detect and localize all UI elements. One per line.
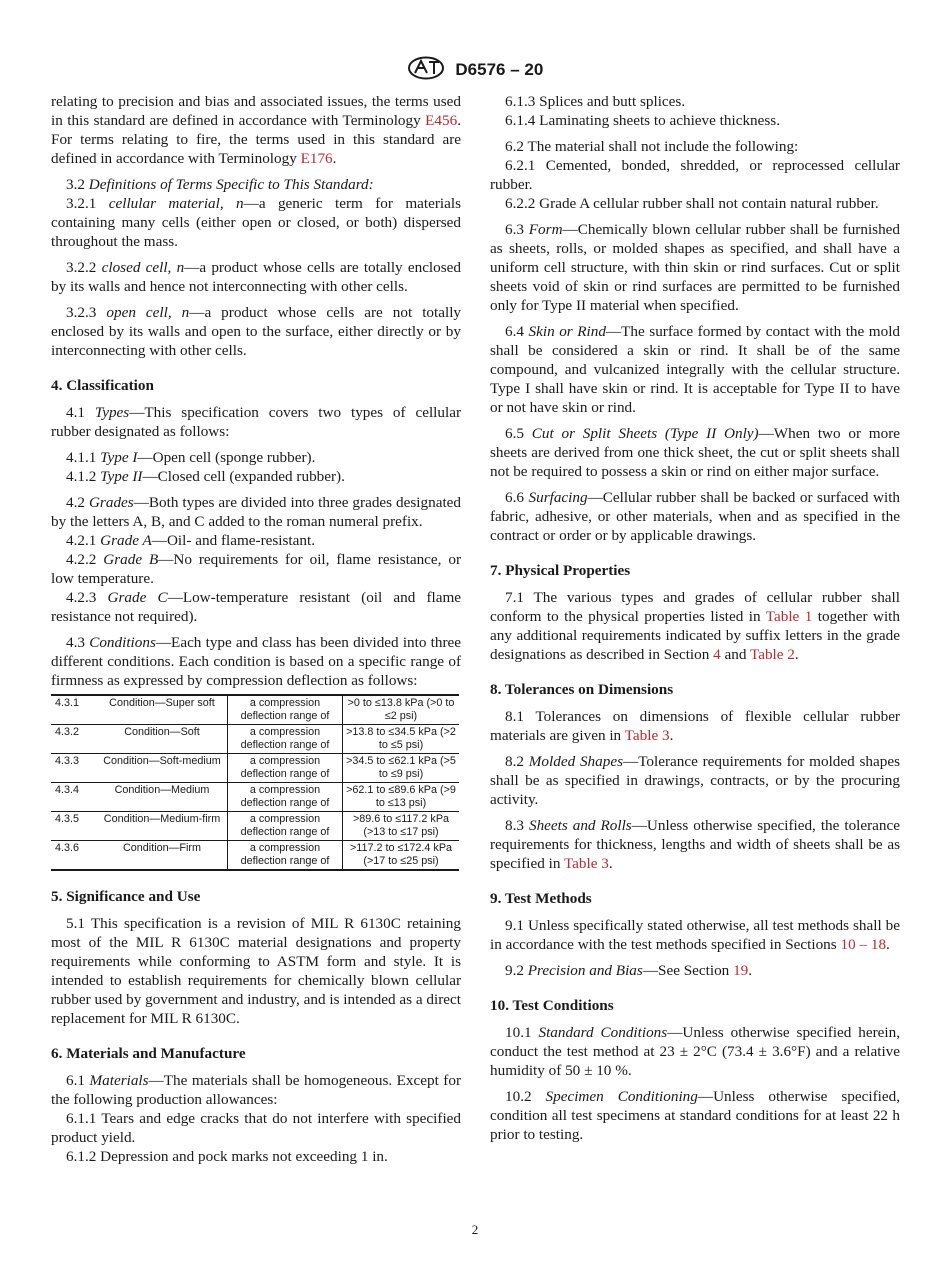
cross-reference-link[interactable]: 4 — [713, 646, 721, 663]
table-row — [51, 695, 459, 725]
paragraph-4-1: 4.1 Types—This specification covers two types of cellular rubber designated as follows: — [51, 404, 462, 440]
text-segment: 8.3 — [505, 817, 529, 834]
text-segment: 7.1 The various types and grades of cellular rubber shall conform to the physical properties listed in — [490, 589, 900, 625]
text-segment: together with any additional requirements indicated by suffix letters in the grade designations as described in Section — [490, 608, 900, 663]
condition-number: 4.3.4 — [51, 783, 97, 812]
paragraph-6-1-4: 6.1.4 Laminating sheets to achieve thickness. — [505, 112, 780, 129]
text-segment: . — [886, 936, 890, 953]
paragraph-6-5: 6.5 Cut or Split Sheets (Type II Only)—When two or more sheets are derived from one thick sheet, the cut or split sheets shall not be required to possess a skin or rind on either major surface. — [490, 425, 900, 480]
text-segment: relating to precision and bias and associated issues, the terms used in this standard are defined in accordance with Terminology — [51, 93, 461, 129]
cross-reference-link[interactable]: Table 3 — [624, 727, 670, 744]
condition-name: Condition—Medium-firm — [97, 812, 228, 841]
condition-range: >62.1 to ≤89.6 kPa (>9 to ≤13 psi) — [343, 783, 460, 812]
condition-number: 4.3.6 — [51, 841, 97, 871]
italic-term: Precision and Bias — [527, 962, 643, 979]
paragraph-4-2-3: 4.2.3 Grade C—Low-temperature resistant (oil and flame resistance not required). — [51, 589, 462, 625]
conditions-table-body — [51, 695, 459, 870]
condition-range: >117.2 to ≤172.4 kPa (>17 to ≤25 psi) — [343, 841, 460, 871]
paragraph-4-2-2: 4.2.2 Grade B—No requirements for oil, flame resistance, or low temperature. — [51, 551, 461, 587]
text-segment: . — [669, 727, 674, 744]
section-5-heading: 5. Significance and Use — [51, 888, 201, 905]
condition-name: Condition—Soft — [97, 725, 228, 754]
paragraph-7-1 — [490, 588, 900, 664]
paragraph-6-1-1: 6.1.1 Tears and edge cracks that do not interfere with specified product yield. — [51, 1110, 461, 1146]
paragraph-8-3 — [490, 816, 900, 873]
text-segment: . For terms relating to fire, the terms used in this standard are defined in accordance with Terminology — [51, 112, 461, 167]
text-segment: and — [720, 646, 750, 663]
paragraph-3-1-cont — [51, 92, 461, 168]
cross-reference-link[interactable]: Table 2 — [749, 646, 795, 663]
page-number: 2 — [471, 1222, 479, 1237]
text-segment: 9.2 — [505, 962, 528, 979]
paragraph-4-3: 4.3 Conditions—Each type and class has been divided into three different conditions. Each condition is based on a specific range of firmness as expressed by compression deflection as follows: — [51, 634, 462, 689]
condition-deflection: a compression deflection range of — [228, 754, 343, 783]
section-8-heading: 8. Tolerances on Dimensions — [490, 681, 674, 698]
table-row — [51, 812, 459, 841]
condition-range: >34.5 to ≤62.1 kPa (>5 to ≤9 psi) — [343, 754, 460, 783]
italic-term: Sheets and Rolls — [528, 817, 632, 834]
paragraph-6-4: 6.4 Skin or Rind—The surface formed by contact with the mold shall be considered a skin or rind. It shall be of the same compound, and vulcanized integrally with the cellular structure. Type I shall have skin or rind. It is acceptable for Type II to have or not have skin or rind. — [490, 323, 901, 416]
paragraph-10-1: 10.1 Standard Conditions—Unless otherwise specified herein, conduct the test method at 23 ± 2°C (73.4 ± 3.6°F) and a relative humidity of 50 ± 10 %. — [490, 1024, 901, 1079]
paragraph-4-1-1: 4.1.1 Type I—Open cell (sponge rubber). — [66, 449, 316, 466]
paragraph-6-2-2: 6.2.2 Grade A cellular rubber shall not contain natural rubber. — [505, 195, 879, 212]
paragraph-4-2-1: 4.2.1 Grade A—Oil- and flame-resistant. — [66, 532, 315, 549]
cross-reference-link[interactable]: E176 — [300, 150, 333, 167]
text-segment: 9.1 Unless specifically stated otherwise, all test methods shall be in accordance with the test methods specified in Sections — [490, 917, 900, 953]
paragraph-8-1 — [490, 707, 900, 745]
standard-designation: D6576 – 20 — [455, 59, 544, 79]
paragraph-9-2 — [490, 961, 900, 980]
table-row — [51, 841, 459, 871]
paragraph-4-1-2: 4.1.2 Type II—Closed cell (expanded rubber). — [66, 468, 345, 485]
cross-reference-link[interactable]: Table 3 — [563, 855, 609, 872]
condition-name: Condition—Soft-medium — [97, 754, 228, 783]
paragraph-6-2: 6.2 The material shall not include the following: — [505, 138, 799, 155]
astm-logo-icon — [407, 56, 445, 85]
paragraph-8-2: 8.2 Molded Shapes—Tolerance requirements for molded shapes shall be as specified in drawings, contracts, or by the procuring activity. — [490, 753, 901, 808]
text-segment: . — [794, 646, 799, 663]
text-segment: . — [608, 855, 613, 872]
paragraph-6-2-1: 6.2.1 Cemented, bonded, shredded, or reprocessed cellular rubber. — [490, 157, 900, 193]
paragraph-3-2-3: 3.2.3 open cell, n—a product whose cells are not totally enclosed by its walls and open to the surface, either directly or by interconnecting with other cells. — [51, 304, 462, 359]
section-4-heading: 4. Classification — [51, 377, 154, 394]
paragraph-6-1: 6.1 Materials—The materials shall be homogeneous. Except for the following production allowances: — [51, 1072, 462, 1108]
paragraph-3-2-2: 3.2.2 closed cell, n—a product whose cells are totally enclosed by its walls and hence not interconnecting with other cells. — [51, 259, 461, 295]
page-header — [0, 56, 950, 85]
paragraph-4-2: 4.2 Grades—Both types are divided into three grades designated by the letters A, B, and C added to the roman numeral prefix. — [51, 494, 461, 530]
text-segment: . — [748, 962, 753, 979]
condition-name: Condition—Firm — [97, 841, 228, 871]
paragraph-3-2-1: 3.2.1 cellular material, n—a generic term for materials containing many cells (either open or closed, or both) dispersed throughout the mass. — [51, 195, 461, 250]
section-9-heading: 9. Test Methods — [490, 890, 592, 907]
paragraph-3-2: 3.2 Definitions of Terms Specific to This Standard: — [66, 176, 374, 193]
cross-reference-link[interactable]: 10 – 18 — [840, 936, 887, 953]
cross-reference-link[interactable]: Table 1 — [765, 608, 813, 625]
left-column — [51, 92, 461, 1166]
table-row — [51, 783, 459, 812]
paragraph-6-3: 6.3 Form—Chemically blown cellular rubber shall be furnished as sheets, rolls, or molded shapes as specified, and shall have a uniform cell structure, with thin skin or rind surfaces. Cut or split sheets void of skin or rind surfaces are permitted to be furnished only for Type II material when specified. — [490, 221, 901, 314]
condition-number: 4.3.5 — [51, 812, 97, 841]
table-row — [51, 725, 459, 754]
condition-range: >13.8 to ≤34.5 kPa (>2 to ≤5 psi) — [343, 725, 460, 754]
table-row — [51, 754, 459, 783]
paragraph-5-1: 5.1 This specification is a revision of MIL R 6130C retaining most of the MIL R 6130C material designations and property requirements while conforming to ASTM form and style. It is intended to establish requirements for chemically blown cellular rubber used by government and industry, and is intended as a direct replacement for MIL R 6130C. — [51, 915, 461, 1027]
text-segment: —See Section — [642, 962, 734, 979]
right-column — [490, 92, 900, 1151]
paragraph-6-1-3: 6.1.3 Splices and butt splices. — [505, 93, 686, 110]
condition-name: Condition—Super soft — [97, 695, 228, 725]
condition-number: 4.3.3 — [51, 754, 97, 783]
paragraph-6-6: 6.6 Surfacing—Cellular rubber shall be backed or surfaced with fabric, adhesive, or other materials, when and as specified in the contract or order or by applicable drawings. — [490, 489, 901, 544]
section-6-heading: 6. Materials and Manufacture — [51, 1045, 246, 1062]
conditions-table — [51, 694, 459, 871]
condition-range: >89.6 to ≤117.2 kPa (>13 to ≤17 psi) — [343, 812, 460, 841]
condition-deflection: a compression deflection range of — [228, 695, 343, 725]
condition-deflection: a compression deflection range of — [228, 783, 343, 812]
text-segment: . — [332, 150, 337, 167]
condition-name: Condition—Medium — [97, 783, 228, 812]
condition-range: >0 to ≤13.8 kPa (>0 to ≤2 psi) — [343, 695, 460, 725]
paragraph-6-1-2: 6.1.2 Depression and pock marks not exceeding 1 in. — [66, 1148, 388, 1165]
cross-reference-link[interactable]: E456 — [425, 112, 458, 129]
condition-deflection: a compression deflection range of — [228, 725, 343, 754]
condition-number: 4.3.1 — [51, 695, 97, 725]
section-7-heading: 7. Physical Properties — [490, 562, 631, 579]
cross-reference-link[interactable]: 19 — [733, 962, 749, 979]
section-10-heading: 10. Test Conditions — [490, 997, 614, 1014]
text-segment: 8.1 Tolerances on dimensions of flexible cellular rubber materials are given in — [490, 708, 900, 744]
paragraph-9-1 — [490, 916, 900, 954]
condition-deflection: a compression deflection range of — [228, 812, 343, 841]
condition-number: 4.3.2 — [51, 725, 97, 754]
condition-deflection: a compression deflection range of — [228, 841, 343, 871]
text-segment: —Unless otherwise specified, the tolerance requirements for thickness, lengths and width of sheets shall be as specified in — [490, 817, 900, 872]
paragraph-10-2: 10.2 Specimen Conditioning—Unless otherwise specified, condition all test specimens at standard conditions for at least 22 h prior to testing. — [490, 1088, 900, 1143]
